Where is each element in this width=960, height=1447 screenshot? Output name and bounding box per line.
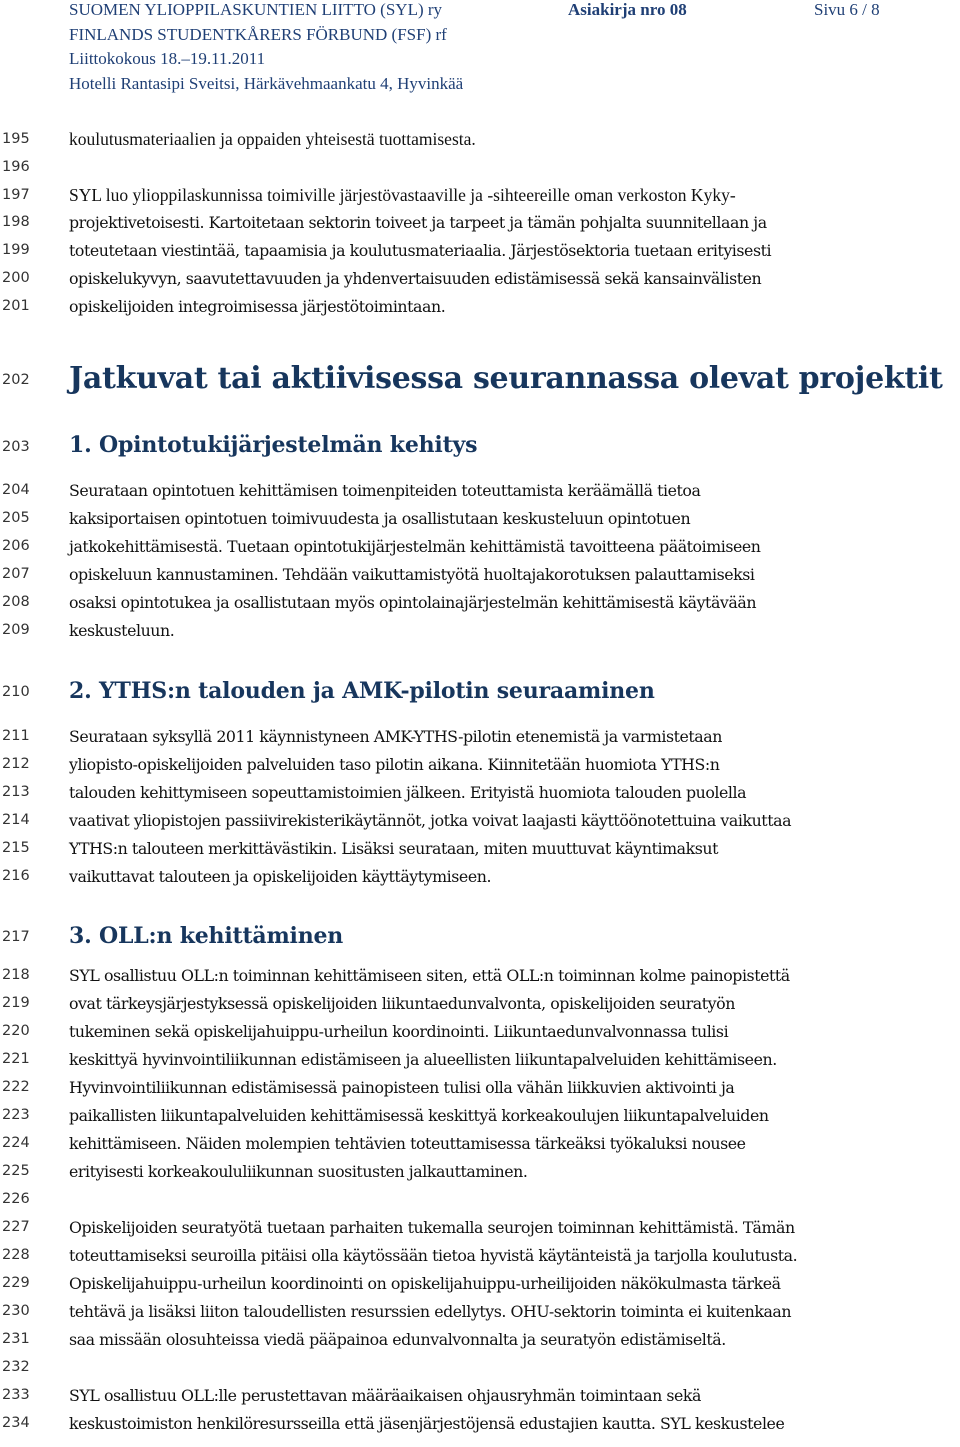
line-number: 211 bbox=[2, 728, 30, 744]
line-number: 201 bbox=[2, 298, 30, 314]
subsection-heading-1: 1. Opintotukijärjestelmän kehitys bbox=[69, 432, 478, 458]
header-doc-number: Asiakirja nro 08 bbox=[568, 0, 687, 19]
subsection-heading-3: 3. OLL:n kehittäminen bbox=[69, 923, 344, 949]
line-number: 226 bbox=[2, 1191, 30, 1207]
line-number: 233 bbox=[2, 1387, 30, 1403]
line-number: 214 bbox=[2, 812, 30, 828]
line-number: 209 bbox=[2, 622, 30, 638]
body-line: opiskeluun kannustaminen. Tehdään vaikuttamistyötä huoltajakorotuksen palauttamiseksi bbox=[69, 565, 755, 584]
body-line: vaativat yliopistojen passiivirekisterikäytännöt, jotka voivat laajasti käyttöönotettuina vaikuttaa bbox=[69, 811, 792, 830]
body-line: yliopisto-opiskelijoiden palveluiden taso pilotin aikana. Kiinnitetään huomiota YTHS:n bbox=[69, 755, 720, 774]
line-number: 219 bbox=[2, 995, 30, 1011]
line-number: 206 bbox=[2, 538, 30, 554]
line-number: 199 bbox=[2, 242, 30, 258]
line-number: 217 bbox=[2, 929, 30, 945]
body-line: koulutusmateriaalien ja oppaiden yhteisestä tuottamisesta. bbox=[69, 129, 476, 149]
body-line: toteuttamiseksi seuroilla pitäisi olla käytössään tietoa hyvistä käytänteistä ja tarjolla koulutusta. bbox=[69, 1246, 798, 1265]
line-number: 216 bbox=[2, 868, 30, 884]
body-line: keskittyä hyvinvointiliikunnan edistämiseen ja alueellisten liikuntapalveluiden kehittämiseen. bbox=[69, 1050, 777, 1069]
body-line: toteutetaan viestintää, tapaamisia ja koulutusmateriaalia. Järjestösektoria tuetaan erityisesti bbox=[69, 241, 772, 260]
body-line: ovat tärkeysjärjestyksessä opiskelijoiden liikuntaedunvalvonta, opiskelijoiden seuratyön bbox=[69, 994, 735, 1013]
body-line: Hyvinvointiliikunnan edistämisessä painopisteen tulisi olla vähän liikkuvien aktivointi ja bbox=[69, 1078, 735, 1097]
body-line: paikallisten liikuntapalveluiden kehittämisessä keskittyä korkeakoulujen liikuntapalveluiden bbox=[69, 1106, 769, 1125]
line-number: 212 bbox=[2, 756, 30, 772]
line-number: 207 bbox=[2, 566, 30, 582]
body-line: jatkokehittämisestä. Tuetaan opintotukijärjestelmän kehittämistä tavoitteena päätoimiseen bbox=[69, 537, 761, 556]
header-org-sv: FINLANDS STUDENTKÅRERS FÖRBUND (FSF) rf bbox=[69, 25, 447, 44]
body-line: saa missään olosuhteissa viedä pääpainoa edunvalvonnalta ja seuratyön edistämiseltä. bbox=[69, 1330, 726, 1349]
line-number: 232 bbox=[2, 1359, 30, 1375]
line-number: 223 bbox=[2, 1107, 30, 1123]
line-number: 227 bbox=[2, 1219, 30, 1235]
body-line: kehittämiseen. Näiden molempien tehtävien toteuttamisessa tärkeäksi työkaluksi nousee bbox=[69, 1134, 746, 1153]
line-number: 229 bbox=[2, 1275, 30, 1291]
line-number: 208 bbox=[2, 594, 30, 610]
line-number: 196 bbox=[2, 159, 30, 175]
body-line: Opiskelijoiden seuratyötä tuetaan parhaiten tukemalla seurojen toiminnan kehittämistä. Tämän bbox=[69, 1218, 795, 1237]
line-number: 218 bbox=[2, 967, 30, 983]
body-line: kaksiportaisen opintotuen toimivuudesta ja osallistutaan keskusteluun opintotuen bbox=[69, 509, 691, 528]
body-line: Seurataan opintotuen kehittämisen toimenpiteiden toteuttamista keräämällä tietoa bbox=[69, 481, 701, 500]
body-line: keskustoimiston henkilöresursseilla että jäsenjärjestöjensä edustajien kautta. SYL keskustelee bbox=[69, 1414, 785, 1433]
body-line: vaikuttavat talouteen ja opiskelijoiden käyttäytymiseen. bbox=[69, 867, 492, 886]
line-number: 197 bbox=[2, 187, 30, 203]
line-number: 204 bbox=[2, 482, 30, 498]
line-number: 213 bbox=[2, 784, 30, 800]
body-line: opiskelukyvyn, saavutettavuuden ja yhdenvertaisuuden edistämisessä sekä kansainvälisten bbox=[69, 269, 762, 288]
body-line: Opiskelijahuippu-urheilun koordinointi on opiskelijahuippu-urheilijoiden näkökulmasta tärkeä bbox=[69, 1274, 781, 1293]
line-number: 210 bbox=[2, 684, 30, 700]
body-line: tehtävä ja lisäksi liiton taloudellisten resurssien edellytys. OHU-sektorin toiminta ei kuitenkaan bbox=[69, 1302, 792, 1321]
body-line: Seurataan syksyllä 2011 käynnistyneen AMK-YTHS-pilotin etenemistä ja varmistetaan bbox=[69, 727, 722, 746]
body-line: SYL osallistuu OLL:lle perustettavan määräaikaisen ohjausryhmän toimintaan sekä bbox=[69, 1386, 702, 1405]
body-line: projektivetoisesti. Kartoitetaan sektorin toiveet ja tarpeet ja tämän pohjalta suunnitellaan ja bbox=[69, 213, 767, 232]
line-number: 195 bbox=[2, 131, 30, 147]
section-heading: Jatkuvat tai aktiivisessa seurannassa olevat projektit bbox=[69, 361, 943, 396]
line-number: 221 bbox=[2, 1051, 30, 1067]
line-number: 222 bbox=[2, 1079, 30, 1095]
header-page-number: Sivu 6 / 8 bbox=[814, 0, 880, 19]
line-number: 202 bbox=[2, 372, 30, 388]
line-number: 224 bbox=[2, 1135, 30, 1151]
body-line: opiskelijoiden integroimisessa järjestötoimintaan. bbox=[69, 297, 446, 316]
header-org-fi: SUOMEN YLIOPPILASKUNTIEN LIITTO (SYL) ry bbox=[69, 0, 443, 19]
header-meeting: Liittokokous 18.–19.11.2011 bbox=[69, 49, 266, 68]
body-line: osaksi opintotukea ja osallistutaan myös opintolainajärjestelmän kehittämisestä käytävään bbox=[69, 593, 757, 612]
line-number: 225 bbox=[2, 1163, 30, 1179]
line-number: 200 bbox=[2, 270, 30, 286]
line-number: 205 bbox=[2, 510, 30, 526]
body-line: SYL osallistuu OLL:n toiminnan kehittämiseen siten, että OLL:n toiminnan kolme painopistettä bbox=[69, 966, 790, 985]
line-number: 220 bbox=[2, 1023, 30, 1039]
line-number: 234 bbox=[2, 1415, 30, 1431]
line-number: 198 bbox=[2, 214, 30, 230]
body-line: YTHS:n talouteen merkittävästikin. Lisäksi seurataan, miten muuttuvat käyntimaksut bbox=[69, 839, 718, 858]
body-line: SYL luo ylioppilaskunnissa toimiville järjestövastaaville ja -sihteereille oman verkoston Kyky- bbox=[69, 185, 736, 205]
body-line: keskusteluun. bbox=[69, 621, 175, 640]
line-number: 203 bbox=[2, 439, 30, 455]
line-number: 228 bbox=[2, 1247, 30, 1263]
body-line: talouden kehittymiseen sopeuttamistoimien jälkeen. Erityistä huomiota talouden puolella bbox=[69, 783, 747, 802]
body-line: tukeminen sekä opiskelijahuippu-urheilun koordinointi. Liikuntaedunvalvonnassa tulisi bbox=[69, 1022, 729, 1041]
line-number: 231 bbox=[2, 1331, 30, 1347]
header-venue: Hotelli Rantasipi Sveitsi, Härkävehmaankatu 4, Hyvinkää bbox=[69, 74, 464, 93]
body-line: erityisesti korkeakoululiikunnan suositusten jalkauttaminen. bbox=[69, 1162, 528, 1181]
line-number: 230 bbox=[2, 1303, 30, 1319]
subsection-heading-2: 2. YTHS:n talouden ja AMK-pilotin seuraaminen bbox=[69, 678, 655, 704]
line-number: 215 bbox=[2, 840, 30, 856]
